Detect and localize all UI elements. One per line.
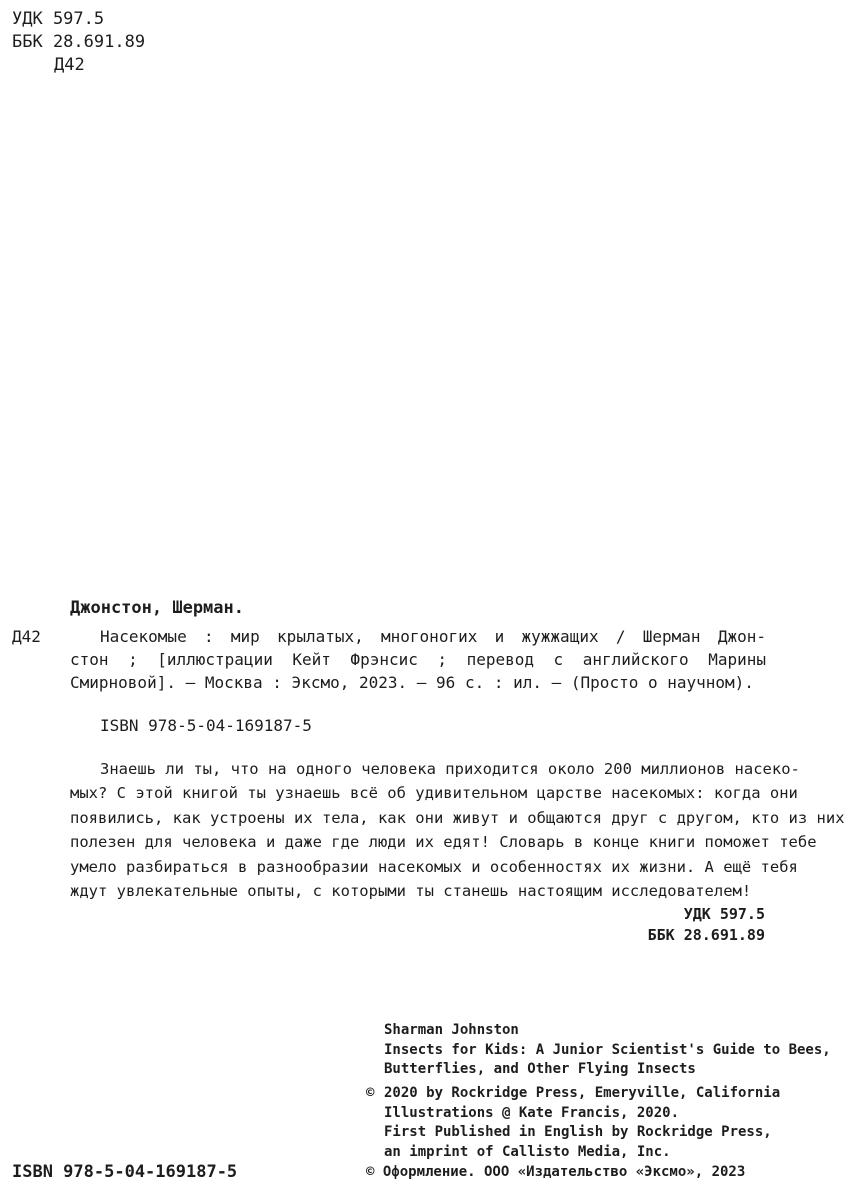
- footer-udk-code: УДК 597.5: [683, 905, 765, 923]
- description-line: Смирновой]. — Москва : Эксмо, 2023. — 96 с. : ил. — (Просто о научном).: [70, 673, 754, 692]
- classification-codes: [12, 8, 145, 77]
- original-title-line: Insects for Kids: A Junior Scientist's Guide to Bees,: [384, 1041, 831, 1058]
- annotation: [70, 757, 845, 903]
- copyright-block: [366, 1084, 780, 1162]
- record-isbn: ISBN 978-5-04-169187-5: [100, 716, 312, 735]
- bbk-code: ББК 28.691.89: [12, 32, 146, 52]
- annotation-line: умело разбираться в разнообразии насекомых и особенностях их жизни. А ещё тебя: [70, 857, 798, 876]
- copyright-line: First Published in English by Rockridge Press,: [384, 1124, 772, 1140]
- copyright-symbol: ©: [366, 1085, 375, 1101]
- annotation-line: ждут увлекательные опыты, с которыми ты станешь настоящим исследователем!: [70, 882, 752, 901]
- author-mark: Д42: [54, 55, 85, 75]
- original-title-line: Butterflies, and Other Flying Insects: [384, 1061, 696, 1077]
- annotation-line: полезен для человека и даже где люди их едят! Словарь в конце книги поможет тебе: [70, 833, 817, 852]
- description-line: стон ; [иллюстрации Кейт Фрэнсис ; перевод с английского Марины: [70, 650, 766, 669]
- original-edition: [384, 1021, 831, 1080]
- record-author: Джонстон, Шерман.: [70, 598, 244, 618]
- udk-code: УДК 597.5: [12, 9, 105, 29]
- footer-bbk-code: ББК 28.691.89: [647, 926, 765, 944]
- record-description: [70, 625, 766, 694]
- design-copyright: © Оформление. ООО «Издательство «Эксмо», 2023: [366, 1164, 746, 1180]
- description-line: Насекомые : мир крылатых, многоногих и жужжащих / Шерман Джон-: [100, 627, 766, 646]
- footer-classification-codes: [648, 904, 765, 946]
- annotation-line: мых? С этой книгой ты узнаешь всё об удивительном царстве насекомых: когда они: [70, 784, 798, 803]
- record-author-mark: Д42: [12, 627, 41, 646]
- copyright-line: 2020 by Rockridge Press, Emeryville, California: [384, 1085, 781, 1101]
- annotation-line: появились, как устроены их тела, как они живут и общаются друг с другом, кто из них: [70, 808, 845, 827]
- original-author: Sharman Johnston: [384, 1022, 519, 1038]
- copyright-line: an imprint of Callisto Media, Inc.: [384, 1143, 671, 1160]
- isbn-bottom: ISBN 978-5-04-169187-5: [12, 1162, 238, 1182]
- copyright-line: Illustrations @ Kate Francis, 2020.: [384, 1104, 680, 1121]
- annotation-line: Знаешь ли ты, что на одного человека приходится около 200 миллионов насеко-: [100, 760, 800, 778]
